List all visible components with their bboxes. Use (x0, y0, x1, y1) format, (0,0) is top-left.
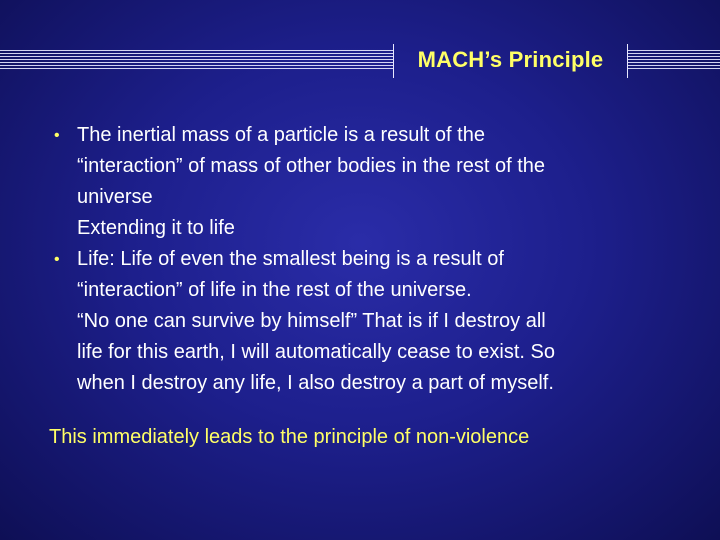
body-line: “interaction” of life in the rest of the universe. (77, 279, 472, 301)
body-line: Life: Life of even the smallest being is a result of (77, 248, 504, 270)
body-line: The inertial mass of a particle is a result of the (77, 124, 485, 146)
bullet-continuation (48, 275, 688, 306)
bullet-continuation (48, 151, 688, 182)
conclusion-text: This immediately leads to the principle of non-violence (49, 426, 530, 448)
bullet-icon: • (54, 251, 60, 268)
bullet-item (48, 120, 688, 151)
slide-body (48, 120, 688, 399)
body-line: “interaction” of mass of other bodies in the rest of the (77, 155, 546, 177)
body-line: universe (77, 186, 153, 208)
slide-title: MACH’s Principle (393, 44, 628, 78)
body-paragraph (48, 213, 688, 244)
body-paragraph (48, 368, 688, 399)
bullet-icon: • (54, 127, 60, 144)
title-bar (0, 44, 720, 78)
body-paragraph (48, 306, 688, 337)
title-decoration-right (628, 50, 720, 70)
bullet-item (48, 244, 688, 275)
bullet-continuation (48, 182, 688, 213)
body-line: “No one can survive by himself” That is if I destroy all (77, 310, 546, 332)
body-paragraph (48, 337, 688, 368)
body-line: life for this earth, I will automatically cease to exist. So (77, 341, 555, 363)
body-line: Extending it to life (77, 217, 235, 239)
body-line: when I destroy any life, I also destroy a part of myself. (77, 372, 554, 394)
title-decoration-left (0, 50, 393, 70)
